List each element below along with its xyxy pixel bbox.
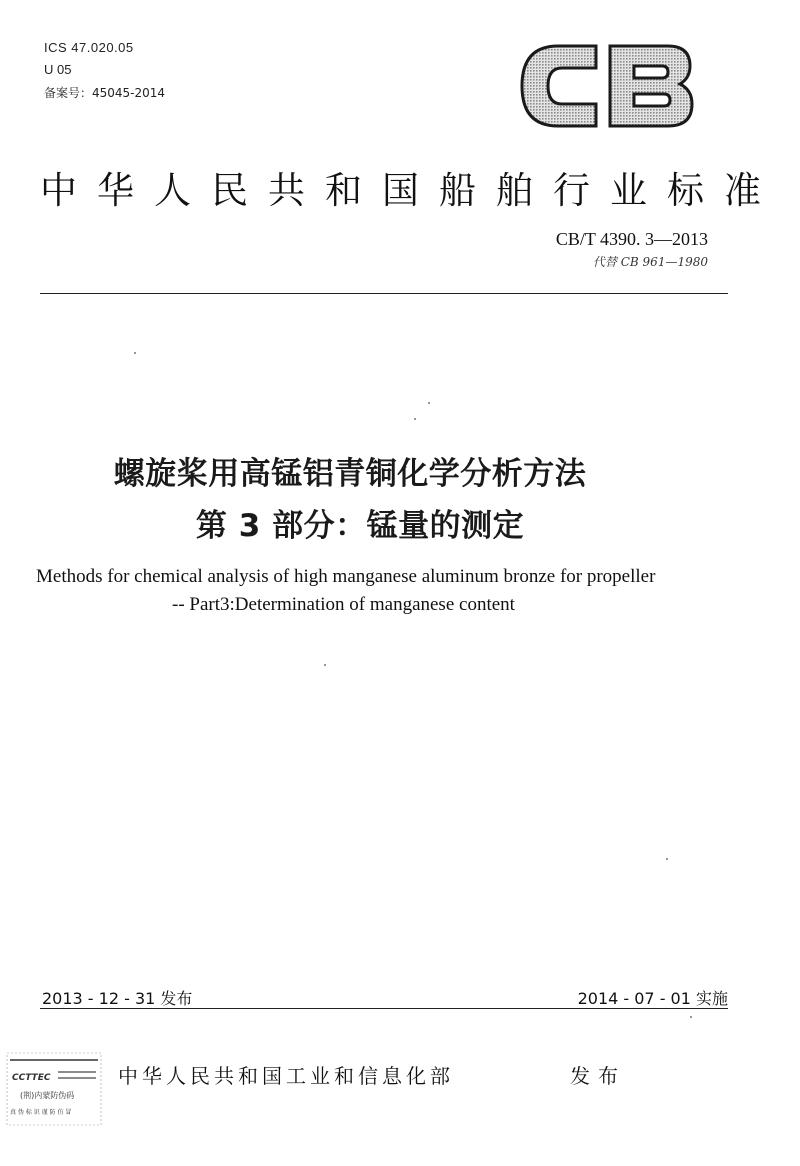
- anti-counterfeit-stamp: [6, 1052, 102, 1126]
- standard-number: CB/T 4390. 3—2013: [555, 229, 708, 249]
- title-en-line2: -- Part3:Determination of manganese content: [172, 594, 515, 615]
- publisher-name: 中华人民共和国工业和信息化部: [118, 1064, 454, 1088]
- scan-speck: [690, 1016, 692, 1018]
- cb-logo: [518, 40, 696, 132]
- stamp-line1: (荆)内蒙防伪码: [20, 1091, 75, 1100]
- logo-text: CB: [518, 40, 520, 41]
- title-cn-line1: 螺旋桨用高锰铝青铜化学分析方法: [113, 456, 587, 492]
- ics-code: ICS 47.020.05: [44, 40, 134, 55]
- standard-category-title: 中华人民共和国船舶行业标准: [40, 169, 781, 212]
- stamp-org: CCTTEC: [12, 1073, 51, 1083]
- scan-speck: [134, 352, 136, 354]
- scan-speck: [428, 402, 430, 404]
- title-cn-line2: 第 3 部分：锰量的测定: [195, 508, 525, 544]
- implementation-date: 2014 - 07 - 01 实施: [577, 989, 728, 1008]
- publish-label: 发布: [570, 1064, 626, 1088]
- replaces-standard: 代替 CB 961—1980: [592, 255, 708, 269]
- record-number: 备案号：45045-2014: [44, 86, 166, 100]
- top-divider: [40, 293, 728, 294]
- scan-speck: [324, 664, 326, 666]
- title-en-line1: Methods for chemical analysis of high manganese aluminum bronze for propeller: [36, 566, 656, 587]
- ccs-code: U 05: [44, 62, 72, 77]
- scan-speck: [414, 418, 416, 420]
- scan-speck: [666, 858, 668, 860]
- stamp-line2: 真 伪 标 识 谨 防 仿 冒: [10, 1109, 72, 1116]
- issue-date: 2013 - 12 - 31 发布: [42, 989, 193, 1008]
- bottom-divider: [40, 1008, 728, 1009]
